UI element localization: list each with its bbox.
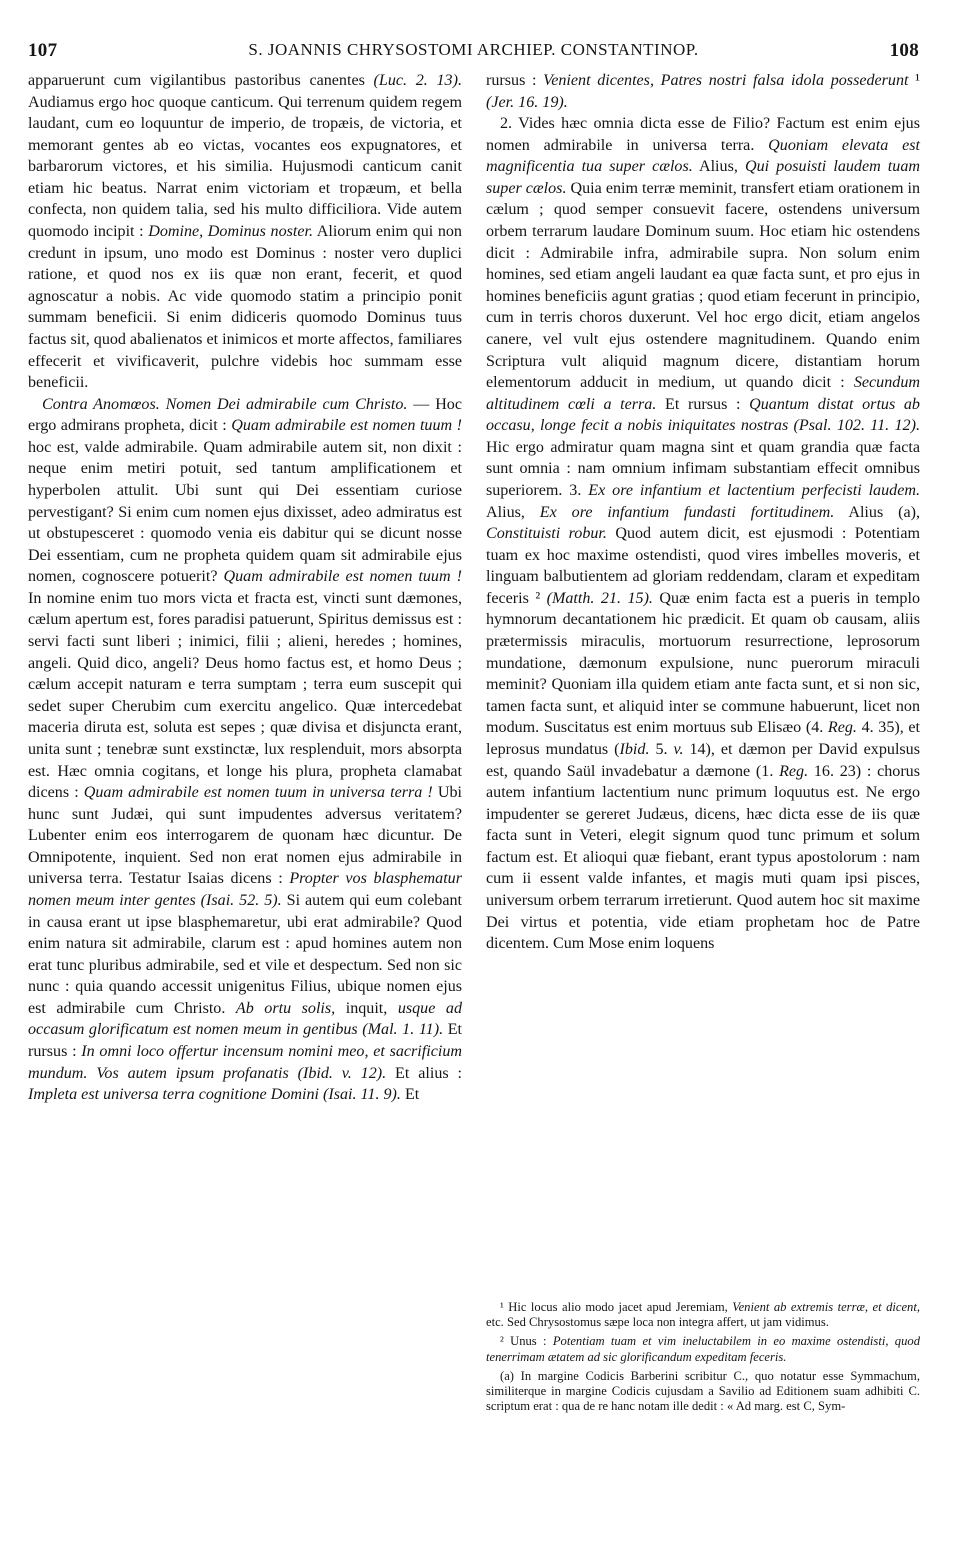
page-number-right: 108 — [889, 40, 919, 61]
text-run: Aliorum enim qui non credunt in ipsum, uno modo est Dominus : noster vero duplici ratione, et quod nos ex iis quæ non erant, fecerit, et quod agnoscatur a nobis. Ac vide quomodo statim a principio ponit summam beneficii. Si enim didiceris quomodo Dominus tuus factus sit, quod abalienatos et inimicos et morte affectos, familiares effecerit et vivificaverit, pulchre videbis hoc summam esse beneficii. — [28, 223, 462, 392]
italic-text: Quantum distat ortus ab occasu, longe fecit a nobis iniquitates nostras (Psal. 102. 11. 12). — [486, 395, 920, 435]
italic-text: v. — [673, 740, 684, 758]
text-run: Et rursus : — [28, 1021, 462, 1061]
italic-text: Quam admirabile est nomen tuum ! — [231, 417, 462, 435]
italic-text: Potentiam tuam et vim ineluctabilem in eo maxime ostendisti, quod tenerrimam ætatem ad sic glorificandum expeditam feceris. — [486, 1334, 920, 1364]
italic-text: Venient ab extremis terræ, et dicent, — [732, 1300, 920, 1314]
footnote-paragraph — [486, 1369, 920, 1415]
italic-text: Impleta est universa terra cognitione Domini (Isai. 11. 9). — [28, 1086, 401, 1104]
italic-text: Secundum altitudinem cœli a terra. — [486, 374, 920, 413]
right-column — [486, 70, 920, 955]
text-run: In nomine enim tuo mors victa et fracta est, vincti sunt dæmones, cælum apertum est, fores paradisi patuerunt, Spiritus demissus est : servi facti sunt liberi ; inimici, filii ; alieni, heredes ; homines, angeli. Quid dico, angeli? Deus homo factus est, et homo Deus ; cælum accepit naturam e terra sumptam ; terra eum suscepit qui sedet super Cherubim cum exercitu angelico. Quæ intercedebat maceria diruta est, soluta est sepes ; quæ divisa et disjuncta erant, unita sunt ; tenebræ sunt exstinctæ, lux resplenduit, mors absorpta est. Hæc omnia cogitans, et longe his plura, propheta clamabat dicens : — [28, 589, 462, 802]
text-run: Quæ enim facta est a pueris in templo hymnorum decantationem hic prædicit. Et quam ob causam, aliis prætermissis miraculis, mortuorum resurrectione, leprosorum mundatione, dæmonum expulsione, nunc puerorum miraculi meminit? Quoniam illa quidem etiam ante facta sunt, et si non sic, tamen facta sunt, et aliquid inter se commune habuerunt, licet non modum. Suscitatus est enim mortuus sub Elisæo (4. — [486, 589, 920, 737]
text-run: Alius (a), — [834, 503, 920, 521]
italic-text: usque ad occasum glorificatum est nomen meum in gentibus (Mal. 1. 11). — [28, 999, 462, 1039]
italic-text: Venient dicentes, Patres nostri falsa idola possederunt — [543, 72, 909, 89]
left-column-paragraph — [28, 394, 462, 1106]
text-run: Alius, — [486, 503, 540, 521]
right-column-paragraph — [486, 70, 920, 113]
text-run: hoc est, valde admirabile. Quam admirabile autem sit, non dixit : neque enim metiri potuit, sed tantum amplificationem et hyperbolen attulit. Ubi sunt qui Dei essentiam curiose pervestigant? Si enim cum nomen ejus dixisset, adeo admiratus est ut obstupesceret : quomodo venia eis dabitur qui se dicunt nosse Dei essentiam, cum ne propheta quidem quam sit admirabile ejus nomen, cognoscere potuerit? — [28, 438, 462, 586]
left-column-paragraph — [28, 70, 462, 394]
italic-text: (Luc. 2. 13). — [373, 72, 462, 89]
text-run: Et — [400, 1086, 420, 1104]
italic-text: (Matth. 21. 15). — [546, 589, 653, 607]
text-run: etc. Sed Chrysostomus sæpe loca non integra affert, ut jam vidimus. — [486, 1315, 829, 1330]
text-run: 5. — [649, 740, 674, 758]
text-run: Et rursus : — [656, 395, 750, 413]
text-run: 16. 23) : chorus autem infantium lactentium nunc primum loquutus est. Ne ergo impudenter se gereret Judæus, dicens, hæc dicta esse de iis quæ facta sunt in Veteri, elegit signum quod tunc primum et solum factum est. Et alioqui quæ fiebant, erant typus apostolorum : nam cum ii essent valde infantes, et magis muti quam ipsi pisces, universum orbem terrarum irretierunt. Quod autem hoc sit maxime Dei virtus et potentia, vide etiam prophetam hoc de Patre dicentem. Cum Mose enim loquens — [486, 762, 920, 953]
italic-text: Ibid. — [619, 740, 650, 758]
italic-text: Quam admirabile est nomen tuum in universa terra ! — [83, 784, 433, 802]
text-run: Et alius : — [386, 1064, 462, 1082]
text-run: Ubi hunc sunt Judæi, qui sunt impudentes adversus veritatem? Lubenter enim eos interrogarem de quonam hæc dicuntur. De Omnipotente, inquient. Sed non erat nomen ejus admirabile in universa terra. Testatur Isaias dicens : — [28, 784, 462, 888]
left-column — [28, 70, 462, 1106]
running-title: S. JOANNIS CHRYSOSTOMI ARCHIEP. CONSTANTINOP. — [248, 40, 699, 59]
text-run: ¹ — [908, 72, 920, 89]
italic-text: Reg. — [779, 762, 809, 780]
footnote-paragraph — [486, 1334, 920, 1364]
text-run: ² Unus : — [500, 1334, 553, 1349]
text-run: (a) In margine Codicis Barberini scribitur C., quo notatur esse Symmachum, similiterque in margine Codicis cujusdam a Savilio ad Editionem suam adhibiti C. scriptum erat : qua de re hanc notam ille dedit : « Ad marg. est C, Sym- — [486, 1368, 920, 1414]
italic-text: Quoniam elevata est magnificentia tua super cælos. — [486, 136, 920, 176]
italic-text: In omni loco offertur incensum nomini meo, et sacrificium mundum. Vos autem ipsum profanatis (Ibid. v. 12). — [28, 1043, 462, 1082]
right-column-paragraph — [486, 113, 920, 955]
footnote-paragraph — [486, 1300, 920, 1330]
text-run: Alius, — [692, 158, 745, 176]
italic-text: Reg. — [827, 719, 857, 737]
running-header — [28, 40, 919, 64]
italic-text: Domine, Dominus noster. — [148, 223, 314, 241]
italic-text: Ex ore infantium fundasti fortitudinem. — [539, 503, 835, 521]
italic-text: Qui posuisti laudem tuam super cælos. — [486, 158, 920, 197]
italic-text: (Jer. 16. 19). — [486, 93, 568, 111]
italic-text: Quam admirabile est nomen tuum ! — [223, 568, 462, 586]
italic-text: Ab ortu solis, — [235, 999, 336, 1017]
footnotes — [486, 1300, 920, 1418]
italic-text: Propter vos blasphematur nomen meum inter gentes (Isai. 52. 5). — [28, 870, 462, 909]
italic-text: Contra Anomœos. Nomen Dei admirabile cum Christo. — [42, 395, 408, 413]
text-run: Audiamus ergo hoc quoque canticum. Qui terrenum quidem regem laudant, cum eo loquuntur de imperio, de tropæis, de victoria, et memorant gentes ab eo victas, vocantes eos expugnatores, et barbarorum victores, et his similia. Hujusmodi canticum canit etiam hic beatus. Narrat enim victoriam et tropæum, et bella confecta, non quidem talia, sed his multo difficiliora. Vide autem quomodo incipit : — [28, 93, 462, 241]
italic-text: Ex ore infantium et lactentium perfecisti laudem. — [588, 481, 920, 499]
text-run: inquit, — [335, 999, 398, 1017]
text-run: Si autem qui eum colebant in causa erant ut ipse blasphemaretur, ubi erat admirabile? Quod enim natura sit admirabile, clarum est : apud homines autem non erat tunc pluribus admirabile, sed et vile et despectum. Sed non sic nunc : quia quando accessit unigenitus Filius, ubique nomen ejus est admirabile cum Christo. — [28, 891, 462, 1017]
page-number-left: 107 — [28, 40, 58, 61]
text-run: apparuerunt cum vigilantibus pastoribus canentes — [28, 72, 374, 89]
text-run: 14), et dæmon per David expulsus est, quando Saül invadebatur a dæmone (1. — [486, 740, 920, 780]
text-run: 4. 35), et leprosus mundatus ( — [486, 719, 920, 758]
italic-text: Constituisti robur. — [486, 525, 607, 543]
text-run: rursus : — [486, 72, 544, 89]
text-run: 2. Vides hæc omnia dicta esse de Filio? Factum est enim ejus nomen admirabile in universa terra. — [486, 115, 920, 154]
text-run: Hic ergo admiratur quam magna sint et quam grandia quæ facta sunt omnia : nam omnium infimam substantiam effecit omnibus superiorem. 3. — [486, 438, 920, 499]
text-run: — Hoc ergo admirans propheta, dicit : — [28, 395, 462, 435]
text-run: Quia enim terræ meminit, transfert etiam orationem in cælum ; quod semper consuevit facere, ostendens universum orbem terrarum laudare Dominum suum. Hoc etiam hic ostendens dicit : Admirabile infra, admirabile supra. Non solum enim homines, sed etiam angeli laudant ea quæ facta sunt, et pro ejus in homines beneficiis agunt gratias ; quod etiam fecerunt in principio, cum in terris choros duxerunt. Vel hoc ergo dicit, etiam angelos canere, vel vult ejus ostendere magnitudinem. Quando enim Scriptura vult aliquid magnum dicere, distantiam horum elementorum adducit in medium, ut quando dicit : — [486, 179, 921, 392]
text-run: ¹ Hic locus alio modo jacet apud Jeremiam, — [500, 1300, 733, 1314]
text-run: Quod autem dicit, est ejusmodi : Potentiam tuam ex hoc maxime ostendisti, quod vires imbelles moveris, et linguam balbutientem ad gloriam reddendam, claram et expeditam feceris ² — [486, 525, 921, 607]
